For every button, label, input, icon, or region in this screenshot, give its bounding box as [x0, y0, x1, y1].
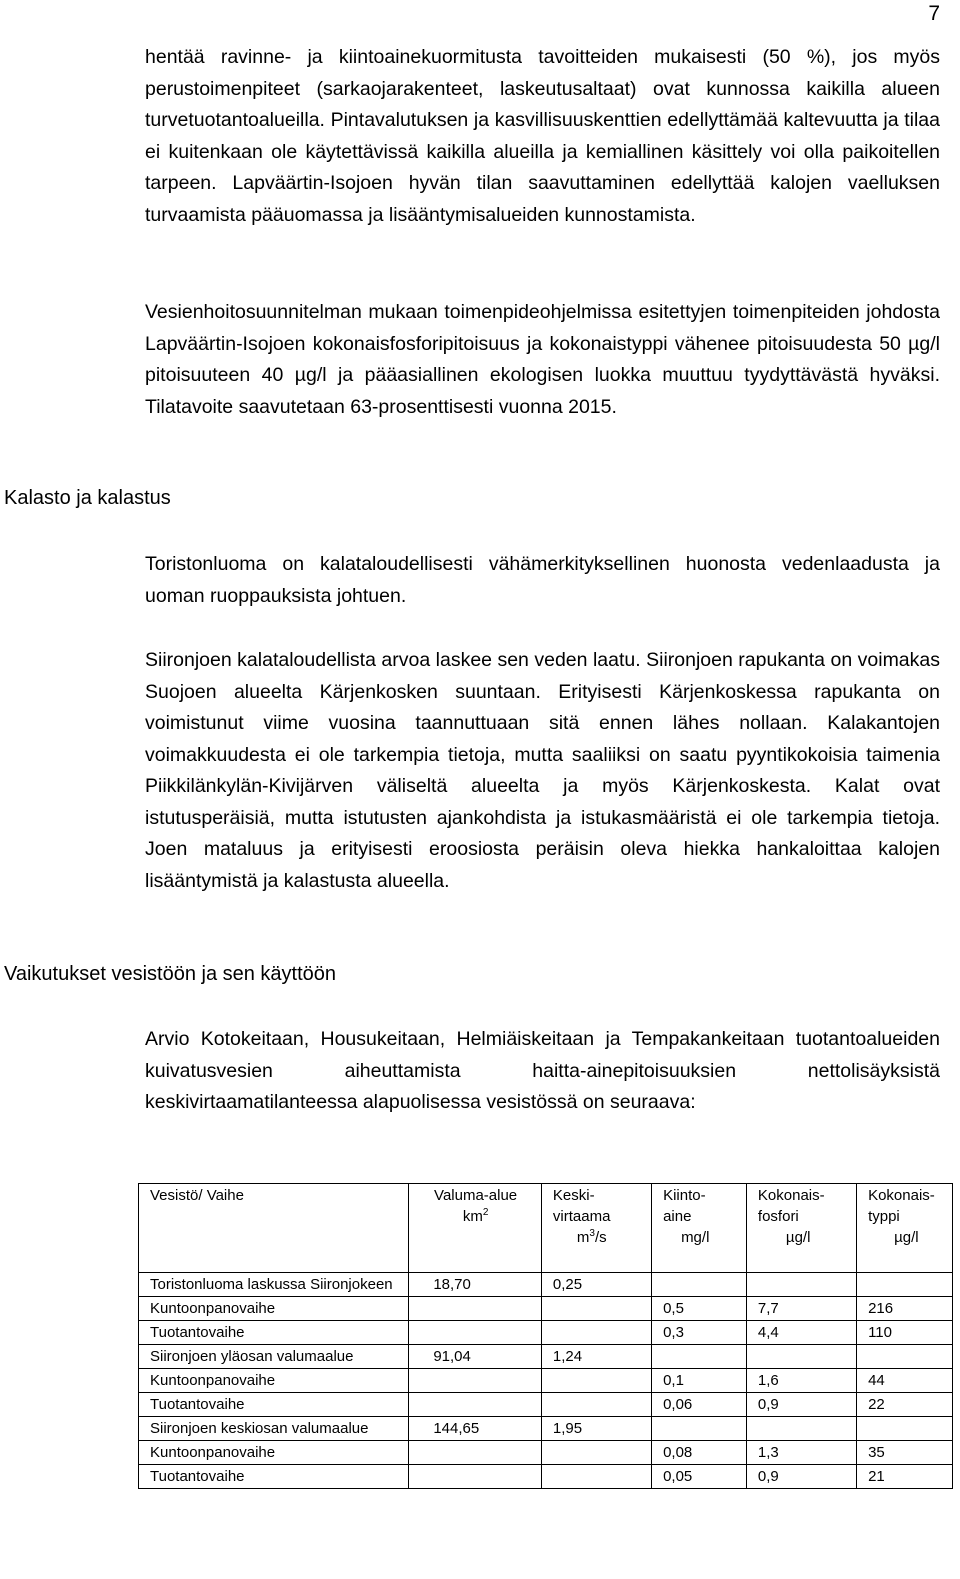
header-suspended-solids: Kiinto- aine mg/l: [652, 1184, 747, 1273]
cell-total-nitrogen: 22: [857, 1393, 953, 1417]
cell-water-body: Siironjoen keskiosan valumaalue: [139, 1417, 409, 1441]
cell-total-nitrogen: [857, 1273, 953, 1297]
paragraph-siironjoki-fisheries: Siironjoen kalataloudellista arvoa laskee sen veden laatu. Siironjoen rapukanta on voimakas Suojoen alueelta Kärjenkosken suuntaan. Erityisesti Kärjenkoskessa rapukanta on voimistunut viime vuosina taannuttuaan sitä ennen lähes nollaan. Kalakantojen voimakkuudesta ei ole tarkempia tietoja, mutta saaliiksi on saatu pyyntikokoisia taimenia Piikkilänkylän-Kivijärven väliseltä alueelta ja myös Kärjenkoskesta. Kalat ovat istutusperäisiä, mutta istutusten ajankohdista ja istukasmääristä ei ole tarkempia tietoja. Joen mataluus ja erityisesti eroosiosta peräisin oleva hiekka hankaloittaa kalojen lisääntymistä ja kalastusta alueella.: [145, 649, 940, 892]
table-header-row: [139, 1184, 953, 1273]
cell-water-body: Toristonluoma laskussa Siironjokeen: [139, 1273, 409, 1297]
table-row: [139, 1369, 953, 1393]
cell-total-phosphorus: [746, 1273, 856, 1297]
cell-catchment-area: 144,65: [409, 1417, 542, 1441]
table-row: [139, 1417, 953, 1441]
cell-total-nitrogen: [857, 1345, 953, 1369]
table-row: [139, 1441, 953, 1465]
header-mean-flow: Keski- virtaama $m^3/s$: [541, 1184, 651, 1273]
cell-water-body: Kuntoonpanovaihe: [139, 1441, 409, 1465]
cell-catchment-area: [409, 1393, 542, 1417]
cell-total-nitrogen: [857, 1417, 953, 1441]
cell-catchment-area: 18,70: [409, 1273, 542, 1297]
cell-water-body: Siironjoen yläosan valumaalue: [139, 1345, 409, 1369]
cell-mean-flow: 1,95: [541, 1417, 651, 1441]
cell-suspended-solids: 0,08: [652, 1441, 747, 1465]
table-row: [139, 1321, 953, 1345]
cell-suspended-solids: 0,06: [652, 1393, 747, 1417]
cell-total-phosphorus: [746, 1345, 856, 1369]
cell-total-nitrogen: 21: [857, 1465, 953, 1489]
cell-total-phosphorus: 4,4: [746, 1321, 856, 1345]
header-total-phosphorus: Kokonais- fosfori µg/l: [746, 1184, 856, 1273]
cell-catchment-area: [409, 1297, 542, 1321]
cell-catchment-area: 91,04: [409, 1345, 542, 1369]
cell-suspended-solids: 0,3: [652, 1321, 747, 1345]
load-table: [138, 1183, 953, 1489]
cell-mean-flow: 0,25: [541, 1273, 651, 1297]
cell-total-phosphorus: 1,6: [746, 1369, 856, 1393]
cell-total-phosphorus: 0,9: [746, 1465, 856, 1489]
cell-water-body: Tuotantovaihe: [139, 1321, 409, 1345]
header-total-nitrogen: Kokonais- typpi µg/l: [857, 1184, 953, 1273]
paragraph-toristonluoma: Toristonluoma on kalataloudellisesti vähämerkityksellinen huonosta vedenlaadusta ja uoman ruoppauksista johtuen.: [145, 553, 940, 607]
cell-water-body: Tuotantovaihe: [139, 1465, 409, 1489]
heading-fisheries: Kalasto ja kalastus: [4, 487, 171, 509]
cell-water-body: Tuotantovaihe: [139, 1393, 409, 1417]
cell-total-nitrogen: 44: [857, 1369, 953, 1393]
cell-mean-flow: [541, 1321, 651, 1345]
cell-water-body: Kuntoonpanovaihe: [139, 1297, 409, 1321]
cell-catchment-area: [409, 1465, 542, 1489]
paragraph-estimate-intro: Arvio Kotokeitaan, Housukeitaan, Helmiäiskeitaan ja Tempakankeitaan tuotantoalueiden kuivatusvesien aiheuttamista haitta-ainepitoisuuksien nettolisäyksistä keskivirtaamatilanteessa alapuolisessa vesistössä on seuraava:: [145, 1028, 940, 1113]
table-row: [139, 1465, 953, 1489]
cell-catchment-area: [409, 1321, 542, 1345]
cell-suspended-solids: [652, 1273, 747, 1297]
cell-suspended-solids: 0,5: [652, 1297, 747, 1321]
cell-total-nitrogen: 35: [857, 1441, 953, 1465]
cell-total-phosphorus: 0,9: [746, 1393, 856, 1417]
cell-mean-flow: [541, 1369, 651, 1393]
cell-suspended-solids: [652, 1417, 747, 1441]
cell-total-nitrogen: 110: [857, 1321, 953, 1345]
cell-total-phosphorus: 1,3: [746, 1441, 856, 1465]
table-row: [139, 1273, 953, 1297]
cell-total-phosphorus: 7,7: [746, 1297, 856, 1321]
header-catchment-area: Valuma-alue $km^2$: [409, 1184, 542, 1273]
cell-suspended-solids: 0,05: [652, 1465, 747, 1489]
cell-total-nitrogen: 216: [857, 1297, 953, 1321]
header-water-body: Vesistö/ Vaihe: [139, 1184, 409, 1273]
page-number: 7: [928, 2, 940, 25]
table-row: [139, 1345, 953, 1369]
cell-catchment-area: [409, 1441, 542, 1465]
cell-mean-flow: [541, 1297, 651, 1321]
cell-suspended-solids: 0,1: [652, 1369, 747, 1393]
cell-catchment-area: [409, 1369, 542, 1393]
cell-mean-flow: 1,24: [541, 1345, 651, 1369]
cell-total-phosphorus: [746, 1417, 856, 1441]
paragraph-river-basin-plan: Vesienhoitosuunnitelman mukaan toimenpideohjelmissa esitettyjen toimenpiteiden johdosta Lapväärtin-Isojoen kokonaisfosforipitoisuus ja kokonaistyppi vähenee pitoisuudesta 50 µg/l pitoisuuteen 40 µg/l ja pääasiallinen ekologisen luokka muuttuu tyydyttävästä hyväksi. Tilatavoite saavutetaan 63-prosenttisesti vuonna 2015.: [145, 301, 940, 418]
heading-impacts: Vaikutukset vesistöön ja sen käyttöön: [4, 963, 337, 985]
table-row: [139, 1297, 953, 1321]
cell-mean-flow: [541, 1441, 651, 1465]
cell-mean-flow: [541, 1465, 651, 1489]
table-row: [139, 1393, 953, 1417]
cell-suspended-solids: [652, 1345, 747, 1369]
cell-mean-flow: [541, 1393, 651, 1417]
paragraph-water-quality-measures: hentää ravinne- ja kiintoainekuormitusta tavoitteiden mukaisesti (50 %), jos myös perustoimenpiteet (sarkaojarakenteet, laskeutusaltaat) ovat kunnossa kaikilla alueen turvetuotantoalueilla. Pintavalutuksen ja kasvillisuuskenttien edellyttämää kaltevuutta ja tilaa ei kuitenkaan ole käytettävissä kaikilla alueilla ja kemiallinen käsittely voi olla paikoitellen tarpeen. Lapväärtin-Isojoen hyvän tilan saavuttaminen edellyttää kalojen vaelluksen turvaamista pääuomassa ja lisääntymisalueiden kunnostamista.: [145, 46, 940, 226]
cell-water-body: Kuntoonpanovaihe: [139, 1369, 409, 1393]
